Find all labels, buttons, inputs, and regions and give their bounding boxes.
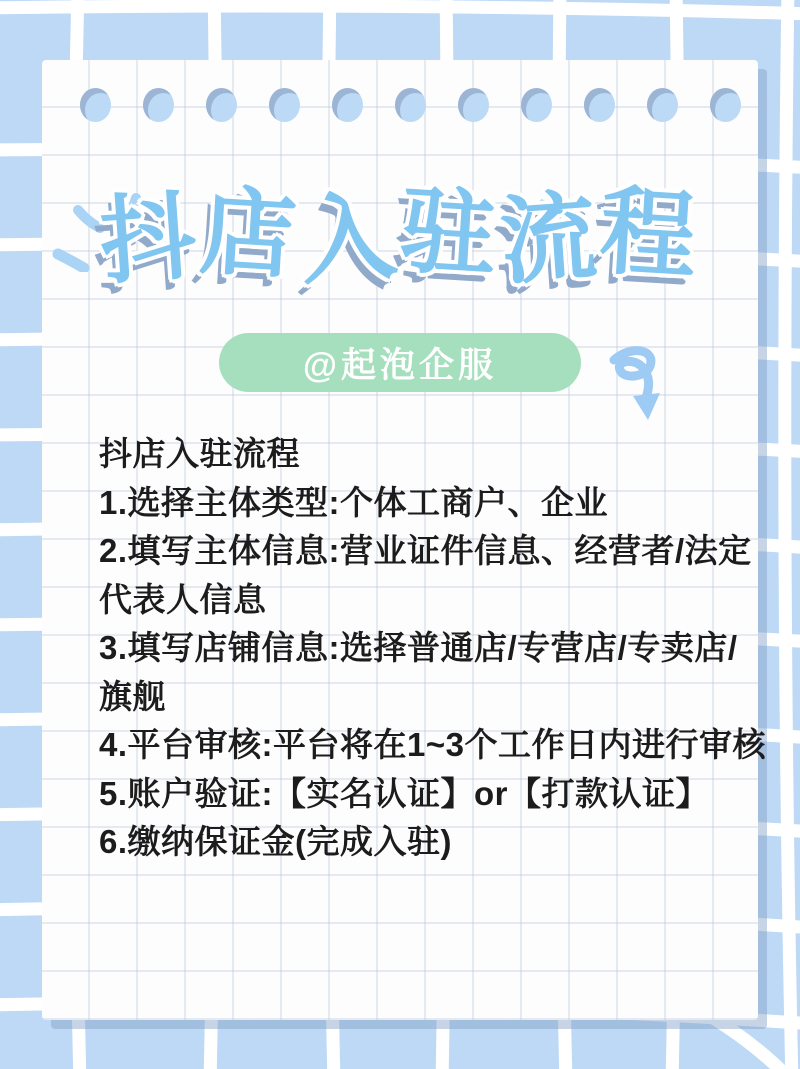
punch-hole — [143, 88, 174, 122]
body-line: 4.平台审核:平台将在1~3个工作日内进行审核 — [99, 726, 766, 763]
punch-hole — [269, 88, 300, 122]
body-line: 6.缴纳保证金(完成入驻) — [99, 823, 452, 860]
punch-hole — [206, 88, 237, 122]
title-char: 抖 — [96, 182, 204, 297]
title-char: 流 — [496, 182, 604, 297]
body-line: 抖店入驻流程 — [99, 435, 300, 472]
curly-arrow-down-icon — [602, 338, 674, 434]
body-line: 1.选择主体类型:个体工商户、企业 — [99, 483, 609, 521]
author-badge — [219, 333, 581, 392]
punch-hole — [584, 88, 615, 122]
punch-hole — [80, 88, 111, 122]
punch-hole — [458, 88, 489, 122]
body-line: 3.填写店铺信息:选择普通店/专营店/专卖店/ — [99, 629, 738, 666]
body-line: 旗舰 — [99, 677, 166, 715]
punch-hole — [521, 88, 552, 122]
body-text-block — [99, 430, 766, 867]
punch-hole — [710, 88, 741, 122]
poster-title — [42, 178, 758, 297]
note-card — [42, 60, 766, 1020]
title-char: 店 — [196, 178, 304, 291]
author-badge-label: @起泡企服 — [302, 345, 498, 385]
punch-holes-row — [80, 88, 741, 122]
title-char: 程 — [596, 178, 704, 291]
punch-hole — [332, 88, 363, 122]
body-line: 2.填写主体信息:营业证件信息、经营者/法定 — [99, 532, 752, 569]
title-char: 驻 — [396, 178, 504, 291]
body-line: 5.账户验证:【实名认证】or【打款认证】 — [99, 774, 710, 812]
punch-hole — [647, 88, 678, 122]
title-char: 入 — [296, 182, 404, 297]
punch-hole — [395, 88, 426, 122]
body-line: 代表人信息 — [99, 580, 267, 618]
